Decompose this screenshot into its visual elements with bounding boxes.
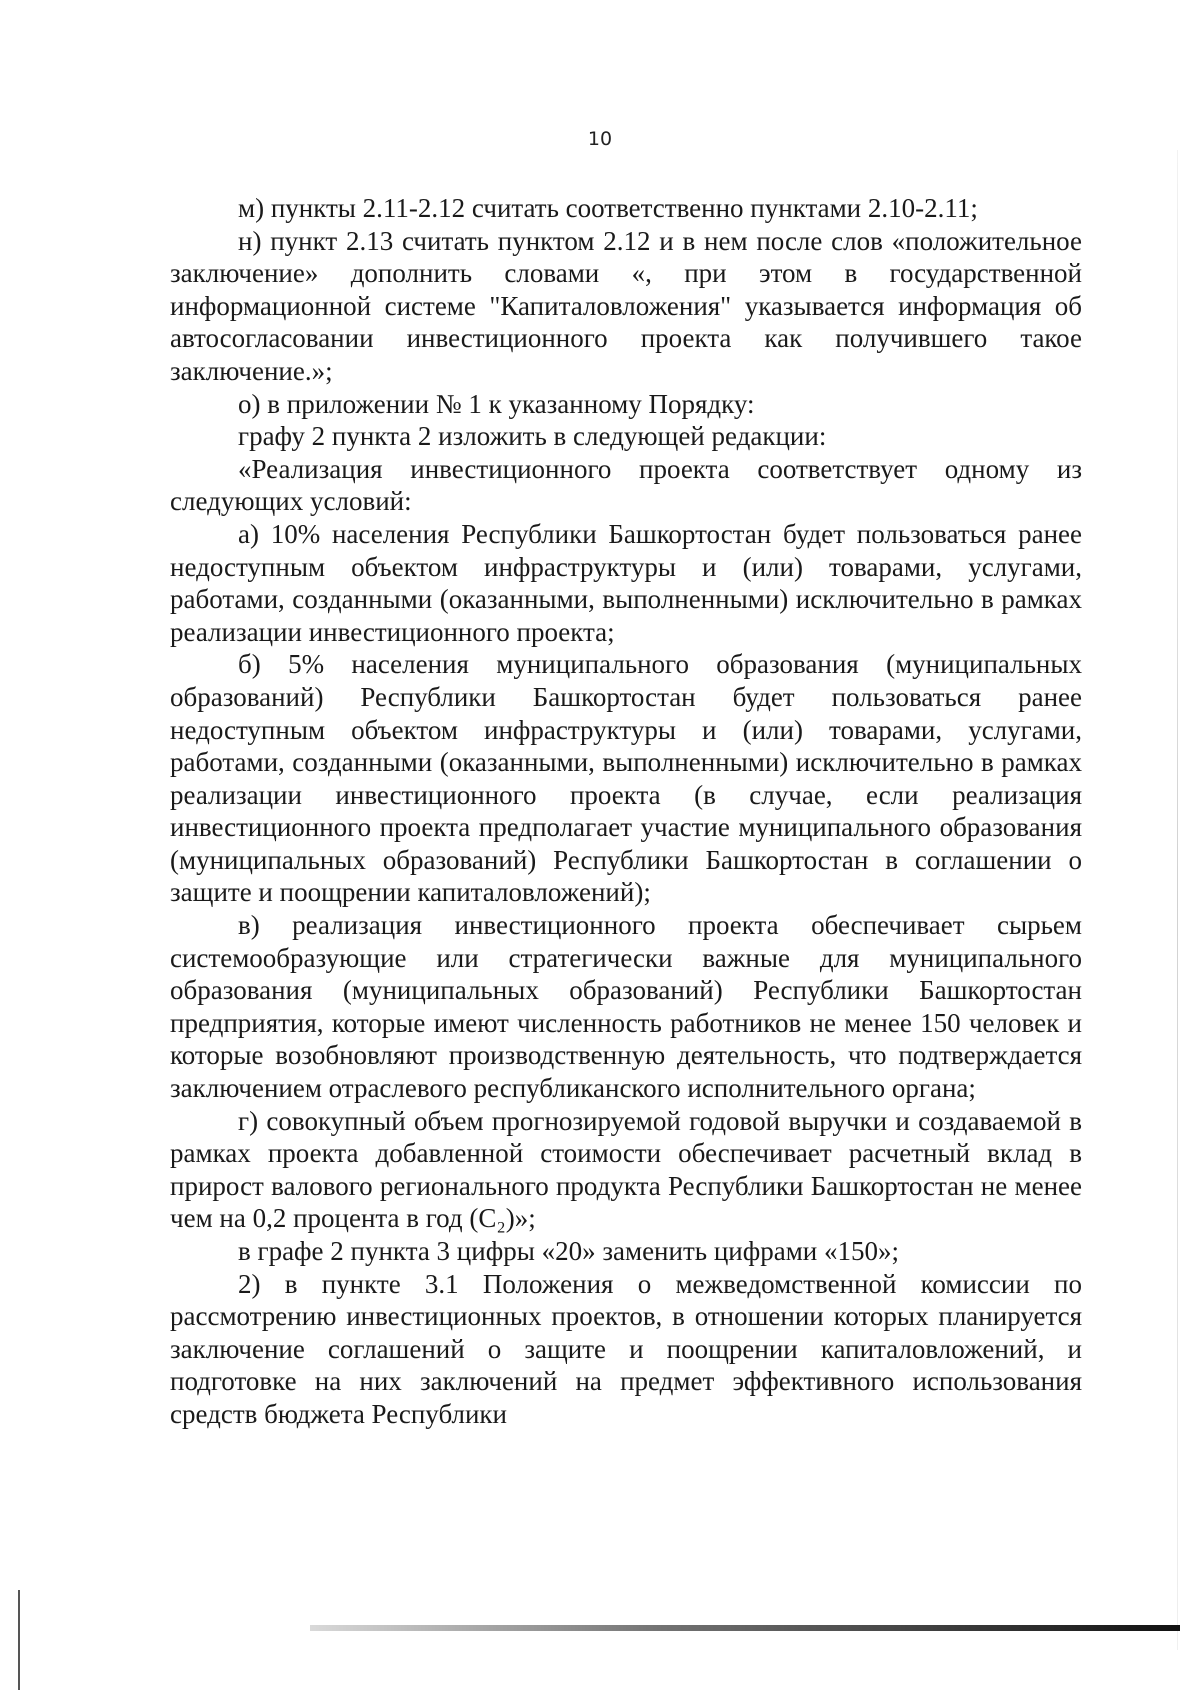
paragraph-condition-b: б) 5% населения муниципального образования (муниципальных образований) Республики Башкортостан будет пользоваться ранее недоступным объектом инфраструктуры и (или) товарами, услугами, работами, созданными (оказанными, выполненными) исключительно в рамках реализации инвестиционного проекта (в случае, если реализация инвестиционного проекта предполагает участие муниципального образования (муниципальных образований) Республики Башкортостан в соглашении о защите и поощрении капиталовложений); [170,649,1082,908]
paragraph-item-2: 2) в пункте 3.1 Положения о межведомственной комиссии по рассмотрению инвестиционных проектов, в отношении которых планируется заключение соглашений о защите и поощрении капиталовложений, и подготовке на них заключений на предмет эффективного использования средств бюджета Республики [170,1268,1082,1429]
paragraph-condition-v: в) реализация инвестиционного проекта обеспечивает сырьем системообразующие или стратегически важные для муниципального образования (муниципальных образований) Республики Башкортостан предприятия, которые имеют численность работников не менее 150 человек и которые возобновляют производственную деятельность, что подтверждается заключением отраслевого республиканского исполнительного органа; [170,910,1082,1104]
paragraph-condition-g: г) совокупный объем прогнозируемой годовой выручки и создаваемой в рамках проекта добавленной стоимости обеспечивает расчетный вклад в прирост валового регионального продукта Республики Башкортостан не менее чем на 0,2 процента в год (C₂)»; [170,1105,1082,1234]
paragraph-o: о) в приложении № 1 к указанному Порядку: [238,388,755,419]
paragraph-column-2: графу 2 пункта 2 изложить в следующей редакции: [238,421,827,452]
document-body [170,192,1082,1431]
paragraph-column-2-point-3: в графе 2 пункта 3 цифры «20» заменить цифрами «150»; [238,1236,899,1266]
paragraph-m: м) пункты 2.11-2.12 считать соответственно пунктами 2.10-2.11; [238,193,978,223]
paragraph-condition-a: а) 10% населения Республики Башкортостан будет пользоваться ранее недоступным объектом инфраструктуры и (или) товарами, услугами, работами, созданными (оказанными, выполненными) исключительно в рамках реализации инвестиционного проекта; [170,518,1082,647]
scan-bottom-shadow [310,1625,1180,1631]
scan-edge-left [18,1590,20,1690]
paragraph-conditions-intro: «Реализация инвестиционного проекта соответствует одному из следующих условий: [170,453,1082,517]
scan-edge-right [1177,150,1178,1650]
paragraph-n: н) пункт 2.13 считать пунктом 2.12 и в нем после слов «положительное заключение» дополнить словами «, при этом в государственной информационной системе "Капиталовложения" указывается информация об автосогласовании инвестиционного проекта как получившего такое заключение.»; [170,225,1082,386]
page-number: 10 [587,128,613,150]
